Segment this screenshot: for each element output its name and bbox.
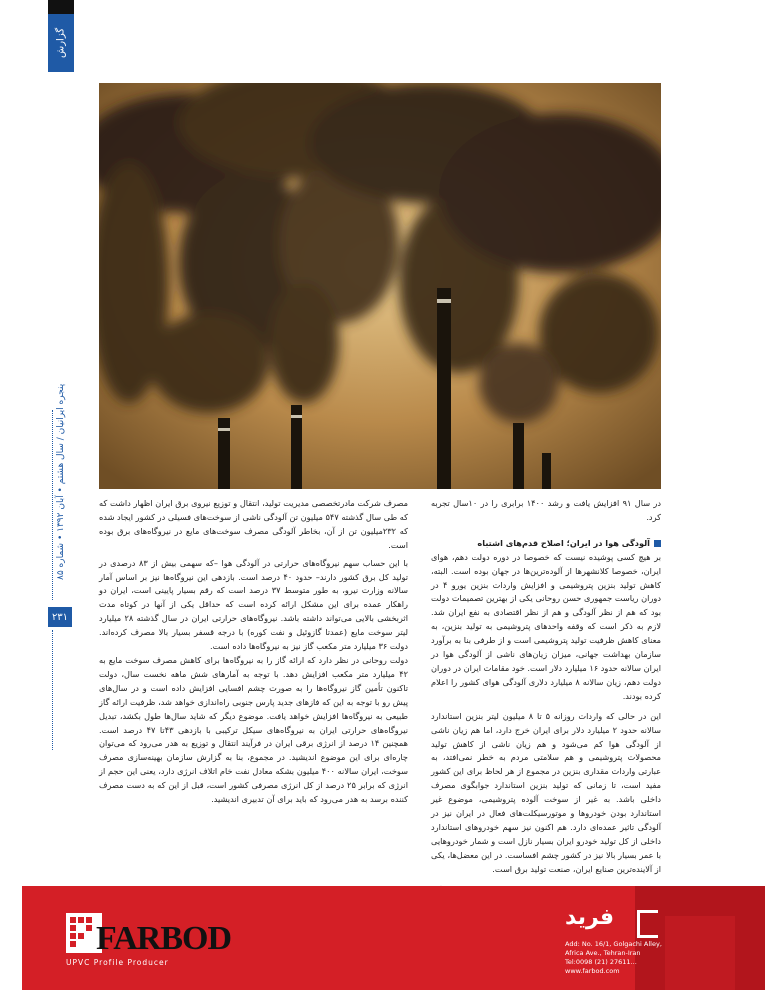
section-heading-text: آلودگی هوا در ایران؛ اصلاح قدم‌های اشتباه <box>477 537 650 548</box>
side-rule <box>52 410 54 600</box>
section-tab-label: گزارش <box>55 27 67 59</box>
intro-paragraph: در سال ۹۱ افزایش یافت و رشد ۱۴۰۰ برابری را در ۱۰سال تجربه کرد. <box>431 498 662 522</box>
section-tab-cap <box>48 0 74 14</box>
ad-logo-word: FARBOD <box>96 920 232 957</box>
ad-address <box>565 940 662 976</box>
ad-logo-subtitle: UPVC Profile Producer <box>66 958 169 967</box>
page-number: ۲۳۱ <box>48 607 72 627</box>
issue-label: پنجره ایرانیان / سال هشتم • آبان ۱۳۹۲ • شماره ۸۵ <box>56 383 66 580</box>
address-line: www.farbod.com <box>565 967 620 975</box>
paragraph: این در حالی که واردات روزانه ۵ تا ۸ میلیون لیتر بنزین استاندارد سالانه حدود ۲ میلیارد دلار برای ایران خرج دارد، اما هم زیان ناشی از آلودگی هوا کم می‌شود و هم زیان ناشی از کاهش تولید محصولات پتروشیمی و هم سلامتی مردم به خطر نمی‌افتد، به عبارتی واردات مقداری بنزین در مجموع از هر لحاظ برای این کشور مفید است، تا زمانی که تولید بنزین استاندارد جوابگوی مصرف داخلی باشد. به غیر از سوخت آلوده پتروشیمی، موضوع غیر استاندارد بودن خودروها و موتورسیکلت‌های فعال در ایران نیز در آلودگی تاثیر عمده‌ای دارد. هم اکنون نیز سهم خودروهای استاندارد داخلی از کل تولید خودرو ایران بسیار نازل است و شمار خودروهایی با عمر بسیار بالا نیز در کشور چشم افساست. در این معضل‌ها، یکی از آلاینده‌ترین صنایع ایران، صنعت تولید برق است. <box>431 710 661 874</box>
article-column-right <box>431 497 661 910</box>
side-rule-lower <box>52 630 54 750</box>
address-line: Africa Ave., Tehran-Iran <box>565 949 641 957</box>
smokestack-photo <box>99 83 661 489</box>
paragraph: مصرف شرکت مادرتخصصی مدیریت تولید، انتقال و توزیع نیروی برق ایران اظهار داشت که که طی سال گذشته ۵۴۷ میلیون تن آلودگی ناشی از سوخت‌های فسیلی در کشور ایجاد شده که ۲۳۲میلیون تن از آن، بخاطر آلودگی مصرف سوخت‌های مایع در نیروگاه‌های برق بوده است. <box>99 498 409 550</box>
paragraph: بر هیچ کسی پوشیده نیست که خصوصا در دوره دولت دهم، هوای ایران، خصوصا کلانشهرها از آلوده‌ترین‌ها در جهان بوده است. البته، کاهش تولید بنزین پتروشیمی و افزایش واردات بنزین یورو ۴ در دوران ریاست جمهوری حسن روحانی یکی از بهترین تصمیمات دولت بود که هم از نظر آلودگی و هم از نظر اقتصادی به نفع ایران شد. لازم به ذکر است که وقفه واحدهای پتروشیمی به تولید بنزین، به معنای کاهش ظرفیت تولید پتروشیمی است و از طرفی بنا به برآورد سازمان بهداشت جهانی، میزان زیان‌های ناشی از آلودگی هوا در ایران سالانه حدود ۱۶ میلیارد دلار است. خود مقامات ایران در دوران دولت دهم، زیان سالانه ۸ میلیارد دلاری آلودگی هوای کشور را اعلام کرده بودند. <box>431 551 661 701</box>
brand-mark-icon <box>637 910 658 938</box>
paragraph: با این حساب سهم نیروگاه‌های حرارتی در آلودگی هوا –که سهمی بیش از ۸۳ درصدی در تولید کل برق کشور دارند– حدود ۴۰ درصد است. بازدهی این نیروگاه‌ها نیز بر اساس آمار سالانه وزارت نیرو، به طور متوسط ۳۷ درصد است که رقم بسیار پایینی است، ایران دو راهکار عمده برای این مشکل ارائه کرده است که حداقل یکی از آنها در کوتاه مدت اثربخشی بالایی می‌تواند داشته باشد. نیروگاه‌های حرارتی ایران در سال گذشته ۲۸ میلیارد لیتر سوخت مایع (عمدتا گازوئیل و نفت کوره) با درجه قسفر بسیار بالا مصرف کرده‌اند. دولت ۳۶ میلیارد متر مکعب گاز نیز به نیروگاه‌ها داده است. <box>99 557 408 652</box>
article-column-left <box>99 497 408 807</box>
bullet-square-icon <box>654 540 661 547</box>
ad-decor-block <box>665 916 735 990</box>
address-line: Add: No. 16/1, Golgachi Alley, <box>565 940 662 948</box>
ad-brand-persian: فرید <box>565 905 615 930</box>
section-heading <box>431 537 661 551</box>
address-line: Tel:0098 (21) 27611... <box>565 958 637 966</box>
paragraph: دولت روحانی در نظر دارد که ارائه گاز را به نیروگاه‌ها برای کاهش مصرف سوخت مایع به ۴۲ میلیارد متر مکعب افزایش دهد. با توجه به آمارهای شش ماهه نخست سال، دولت تاکنون تأمین گاز نیروگاه‌ها را به صورت چشم افسایی افزایش داده است و در سال‌های پیش رو با توجه به این که فازهای جدید پارس جنوبی راه‌اندازی خواهد شد، ظرفیت ارائه گاز طبیعی به نیروگاه‌ها افزایش خواهد یافت. موضوع دیگر که شاید سال‌ها طول بکشد، تبدیل نیروگاه‌های حرارتی ایران به نیروگاه‌های سیکل ترکیبی با بازدهی ۴۳تا ۴۷ درصد است. همچنین ۱۴ درصد از انرژی برقی ایران در فرآیند انتقال و توزیع به هدر می‌رود که می‌توان چاره‌ای برای این موضوع اندیشید. در مجموع، بنا به گزارش سازمان بهینه‌سازی مصرف سوخت، ایران سالانه ۴۰۰ میلیون بشکه معادل نفت خام اتلاف انرژی دارد، یعنی این حجم از انرژی که برابر ۲۵ درصد از کل انرژی مصرفی کشور است، قبل از این که به دست مصرف کننده برسد به هدر می‌رود که باید برای آن تدبیری اندیشید. <box>99 654 408 805</box>
